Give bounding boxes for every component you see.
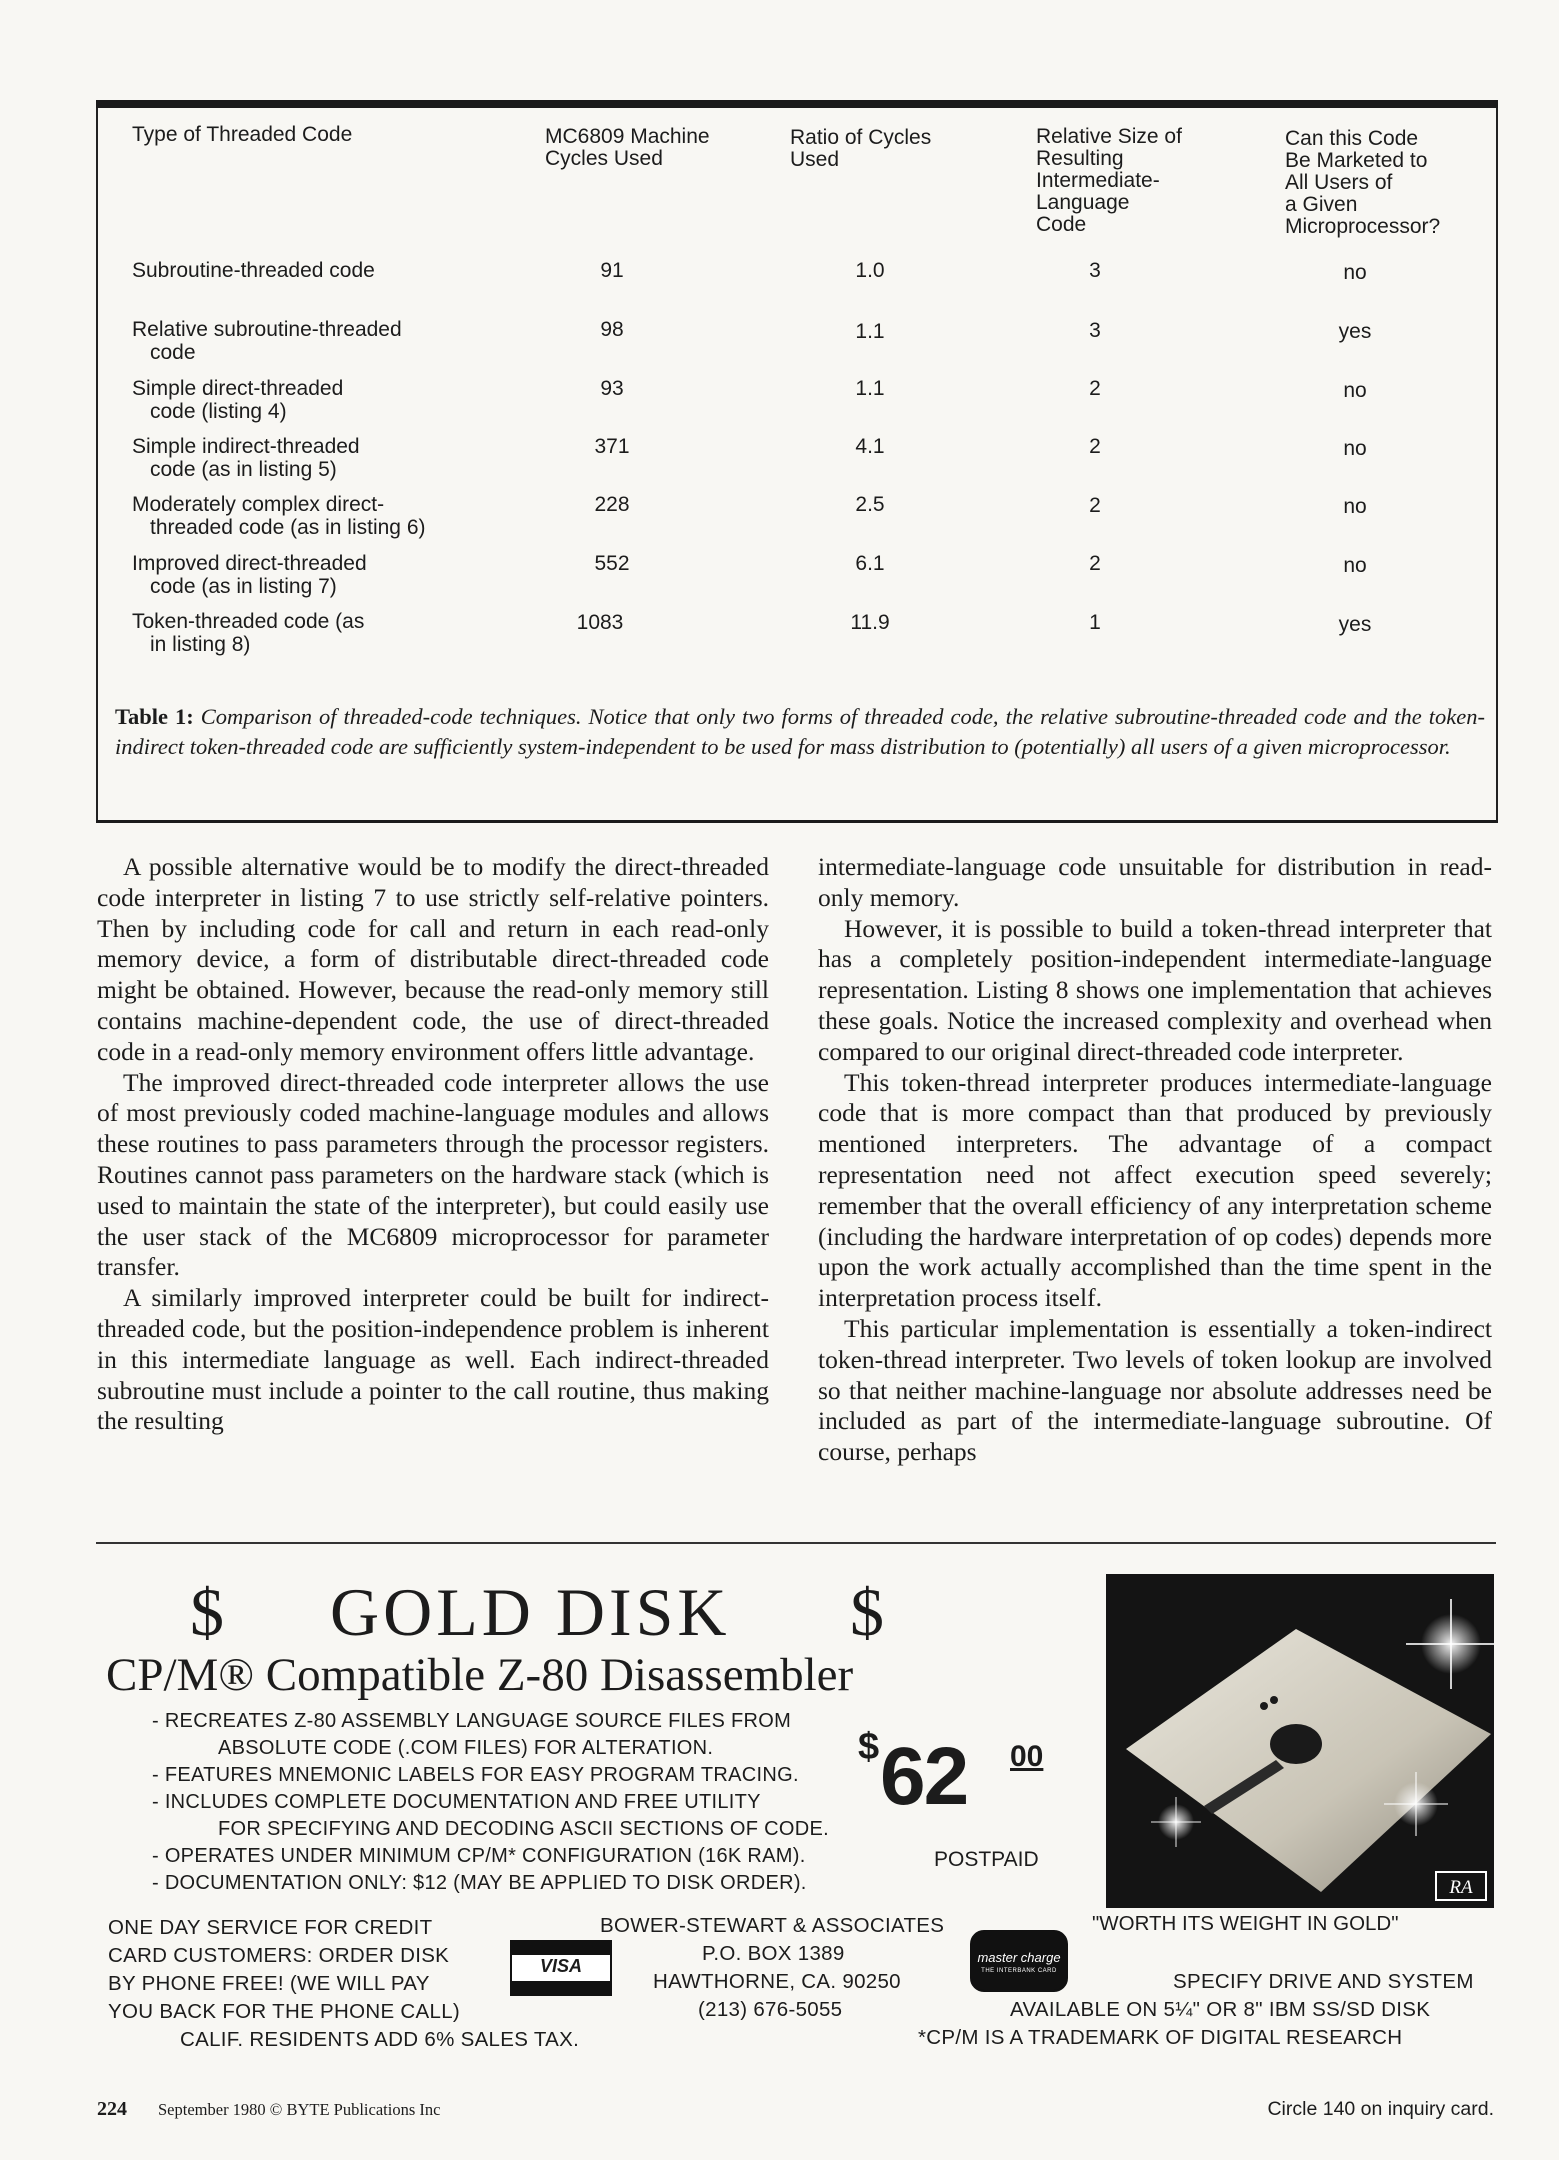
cell-marketed: no (1343, 379, 1367, 402)
type-line-1: Simple direct-threaded (132, 377, 344, 400)
service-line: CARD CUSTOMERS: ORDER DISK (108, 1944, 450, 1967)
type-line-2: code (150, 341, 196, 364)
feature-line: ABSOLUTE CODE (.COM FILES) FOR ALTERATION. (218, 1737, 714, 1759)
feature-line: - DOCUMENTATION ONLY: $12 (MAY BE APPLIED TO DISK ORDER). (152, 1872, 807, 1894)
cell-marketed: yes (1338, 613, 1372, 636)
paragraph: However, it is possible to build a token-thread interpreter that has a completely position-independent intermediate-language representation. Listing 8 shows one implementation that achieves these goals. Notice the increased complexity and overhead when compared to our original direct-threaded code interpreter. (818, 913, 1492, 1066)
price-currency: $ (858, 1726, 880, 1768)
dollar-sign-left: $ (190, 1574, 224, 1650)
type-line-2: code (as in listing 7) (150, 575, 337, 598)
cell-ratio: 6.1 (855, 552, 885, 575)
cell-cycles: 98 (600, 318, 624, 341)
visa-logo (510, 1940, 612, 1996)
feature-line: - RECREATES Z-80 ASSEMBLY LANGUAGE SOURCE FILES FROM (152, 1710, 792, 1732)
paragraph: A similarly improved interpreter could be built for indirect-threaded code, but the position-independence problem is inherent in this intermediate language as well. Each indirect-threaded subroutine must include a pointer to the call routine, thus making the resulting (97, 1283, 769, 1436)
cell-ratio: 1.1 (855, 320, 885, 343)
floppy-disk-photo (1106, 1574, 1494, 1908)
type-line-1: Token-threaded code (as (132, 610, 365, 633)
header-cycles: MC6809 Machine Cycles Used (545, 125, 710, 170)
mastercharge-logo (970, 1930, 1068, 1992)
cell-cycles: 93 (600, 377, 624, 400)
cell-size: 1 (1089, 611, 1101, 634)
type-line-2: code (as in listing 5) (150, 458, 337, 481)
cell-ratio: 2.5 (855, 493, 885, 516)
table-top-rule (96, 100, 1498, 108)
cell-ratio: 1.1 (855, 377, 885, 400)
type-line-1: Moderately complex direct- (132, 493, 385, 516)
table-caption (115, 702, 1485, 762)
cell-cycles: 228 (594, 493, 630, 516)
cell-cycles: 1083 (576, 611, 624, 634)
cell-cycles: 552 (594, 552, 630, 575)
cell-size: 2 (1089, 435, 1101, 458)
page-number: 224 (97, 2098, 127, 2120)
publication-line: September 1980 © BYTE Publications Inc (158, 2100, 441, 2119)
table-row-type (132, 610, 364, 656)
visa-text: VISA (539, 1956, 582, 1976)
ra-logo: RA (1449, 1877, 1473, 1898)
caption-label: Table 1: (115, 704, 194, 729)
table-row-type (132, 435, 360, 481)
feature-line: FOR SPECIFYING AND DECODING ASCII SECTIONS OF CODE. (218, 1818, 829, 1840)
address-line: (213) 676-5055 (698, 1998, 843, 2021)
cell-marketed: yes (1338, 320, 1372, 343)
type-line-2: code (listing 4) (150, 400, 287, 423)
service-line: BY PHONE FREE! (WE WILL PAY (108, 1972, 430, 1995)
cell-marketed: no (1343, 261, 1367, 284)
paragraph: This token-thread interpreter produces intermediate-language code that is more compact than that produced by previously mentioned interpreters. The advantage of a compact representation need not affect execution speed severely; remember that the overall efficiency of any interpretation scheme (including the hardware interpretation of op codes) depends more upon the work actually accomplished than the time spent in the interpretation process itself. (818, 1067, 1492, 1313)
header-ratio: Ratio of Cycles Used (790, 126, 932, 171)
floppy-disk-image (1106, 1574, 1494, 1908)
section-divider (96, 1542, 1496, 1544)
cell-size: 2 (1089, 494, 1101, 517)
header-marketed: Can this Code Be Marketed to All Users of a Given Microprocessor? (1285, 127, 1441, 238)
cell-ratio: 11.9 (850, 611, 890, 634)
paragraph: intermediate-language code unsuitable for distribution in read-only memory. (818, 852, 1492, 912)
cell-ratio: 4.1 (855, 435, 885, 458)
address-line: BOWER-STEWART & ASSOCIATES (600, 1914, 945, 1937)
service-line: ONE DAY SERVICE FOR CREDIT (108, 1916, 433, 1939)
paragraph: The improved direct-threaded code interpreter allows the use of most previously coded machine-language modules and allows these routines to pass parameters through the processor registers. Routines cannot pass parameters on the hardware stack (which is used to maintain the state of the interpreter), but could easily use the user stack of the MC6809 microprocessor for parameter transfer. (97, 1067, 769, 1282)
ad-quote: "WORTH ITS WEIGHT IN GOLD" (1092, 1912, 1399, 1935)
postpaid-label: POSTPAID (934, 1848, 1039, 1871)
address-line: HAWTHORNE, CA. 90250 (653, 1970, 901, 1993)
feature-line: - INCLUDES COMPLETE DOCUMENTATION AND FREE UTILITY (152, 1791, 761, 1813)
inquiry-card-note: Circle 140 on inquiry card. (1267, 2098, 1494, 2120)
cell-size: 2 (1089, 377, 1101, 400)
ad-subtitle: CP/M® Compatible Z-80 Disassembler (106, 1649, 854, 1701)
service-line: YOU BACK FOR THE PHONE CALL) (108, 2000, 461, 2023)
specify-line: SPECIFY DRIVE AND SYSTEM (1173, 1970, 1474, 1993)
table-row-type (132, 493, 426, 539)
specify-line: *CP/M IS A TRADEMARK OF DIGITAL RESEARCH (918, 2026, 1403, 2049)
service-line: CALIF. RESIDENTS ADD 6% SALES TAX. (180, 2028, 580, 2051)
type-line-1: Simple indirect-threaded (132, 435, 360, 458)
type-line-1: Relative subroutine-threaded (132, 318, 402, 341)
type-line-1: Improved direct-threaded (132, 552, 367, 575)
cell-size: 2 (1089, 552, 1101, 575)
type-line-2: threaded code (as in listing 6) (150, 516, 426, 539)
header-type: Type of Threaded Code (132, 123, 353, 146)
table-row-type (132, 377, 343, 423)
cell-marketed: no (1343, 437, 1367, 460)
caption-text: Comparison of threaded-code techniques. Notice that only two forms of threaded code, the relative subroutine-threaded code and the token-indirect token-threaded code are sufficiently system-independent to be used for mass distribution to (potentially) all users of a given microprocessor. (115, 704, 1485, 759)
cell-cycles: 371 (594, 435, 630, 458)
cell-marketed: no (1343, 495, 1367, 518)
address-line: P.O. BOX 1389 (702, 1942, 845, 1965)
header-size: Relative Size of Resulting Intermediate- Language Code (1036, 125, 1182, 236)
mastercharge-text: master charge (977, 1950, 1061, 1965)
cell-size: 3 (1089, 319, 1101, 342)
type-line-2: in listing 8) (150, 633, 251, 656)
article-column-right (818, 852, 1492, 1468)
specify-line: AVAILABLE ON 5¼" OR 8" IBM SS/SD DISK (1010, 1998, 1431, 2021)
feature-line: - OPERATES UNDER MINIMUM CP/M* CONFIGURATION (16K RAM). (152, 1845, 806, 1867)
dollar-sign-right: $ (850, 1574, 884, 1650)
table-bottom-rule (96, 820, 1498, 823)
price-amount: 62 (880, 1731, 968, 1822)
table-row-type (132, 318, 402, 364)
ad-title: GOLD DISK (330, 1574, 731, 1650)
type-line-1: Subroutine-threaded code (132, 259, 375, 282)
price-cents: 00 (1010, 1740, 1044, 1773)
mastercharge-subtext: THE INTERBANK CARD (981, 1968, 1057, 1974)
cell-cycles: 91 (600, 259, 624, 282)
feature-line: - FEATURES MNEMONIC LABELS FOR EASY PROGRAM TRACING. (152, 1764, 799, 1786)
article-column-left (97, 852, 769, 1437)
cell-ratio: 1.0 (855, 259, 885, 282)
cell-marketed: no (1343, 554, 1367, 577)
cell-size: 3 (1089, 259, 1101, 282)
paragraph: A possible alternative would be to modify the direct-threaded code interpreter in listing 7 to use strictly self-relative pointers. Then by including code for call and return in each read-only memory device, a form of distributable direct-threaded code might be obtained. However, because the read-only memory still contains machine-dependent code, the use of direct-threaded code in a read-only memory environment offers little advantage. (97, 852, 769, 1066)
paragraph: This particular implementation is essentially a token-indirect token-thread interpreter. Two levels of token lookup are involved so that neither machine-language nor absolute addresses need be included as part of the intermediate-language subroutine. Of course, perhaps (818, 1313, 1492, 1467)
table-row-type (132, 552, 367, 598)
table-row-type (132, 259, 375, 282)
